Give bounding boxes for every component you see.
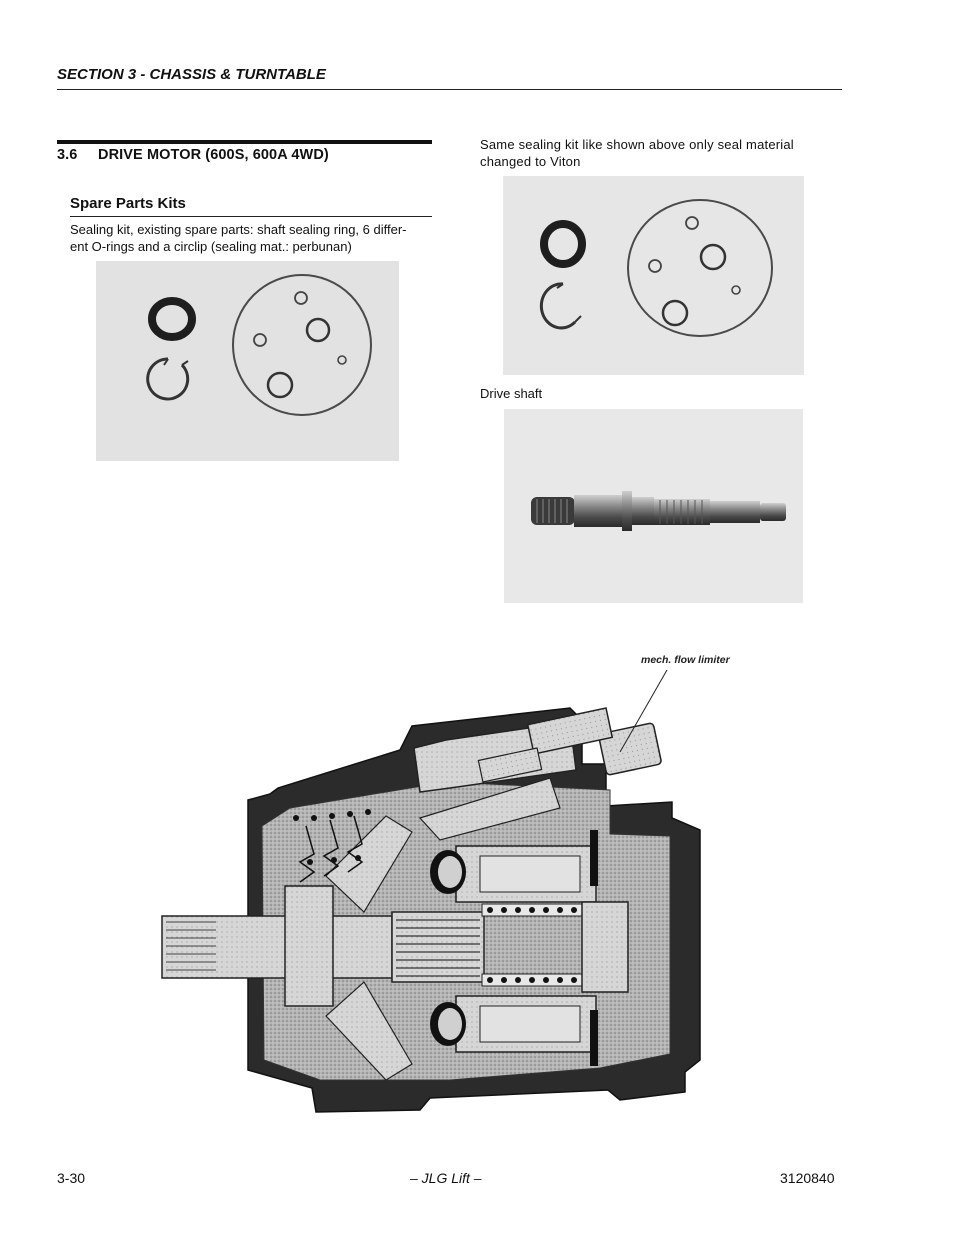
sealing-kit-description-line1: Sealing kit, existing spare parts: shaft sealing ring, 6 differ-	[70, 222, 407, 237]
viton-kit-description-line2: changed to Viton	[480, 154, 581, 169]
topic-title: DRIVE MOTOR (600S, 600A 4WD)	[98, 147, 329, 163]
drive-shaft-label: Drive shaft	[480, 386, 543, 401]
spare-parts-rule	[70, 216, 432, 217]
sealing-kit-description-line2: ent O-rings and a circlip (sealing mat.: perbunan)	[70, 239, 352, 254]
document-number: 3120840	[780, 1170, 835, 1186]
drive-motor-cross-section-diagram	[150, 640, 710, 1130]
footer-publisher: – JLG Lift –	[410, 1170, 482, 1186]
perbunan-sealing-kit-photo	[96, 261, 399, 461]
topic-heading	[57, 147, 329, 163]
viton-kit-description-line1: Same sealing kit like shown above only seal material	[480, 137, 794, 152]
spare-parts-heading: Spare Parts Kits	[70, 195, 186, 212]
drive-shaft-photo	[504, 409, 803, 603]
header-divider	[57, 89, 842, 90]
page-number: 3-30	[57, 1170, 86, 1186]
viton-kit-description	[480, 136, 842, 170]
viton-sealing-kit-photo	[503, 176, 804, 375]
section-header: SECTION 3 - CHASSIS & TURNTABLE	[57, 66, 326, 83]
topic-rule	[57, 140, 432, 144]
topic-number: 3.6	[57, 147, 78, 163]
flow-limiter-callout: mech. flow limiter	[641, 654, 730, 666]
sealing-kit-description	[70, 221, 434, 255]
